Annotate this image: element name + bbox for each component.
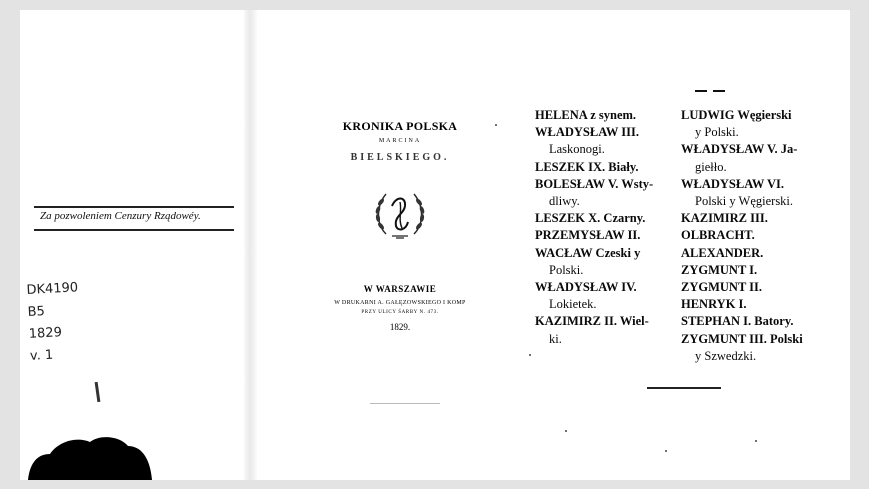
scan-speck [665,450,667,452]
ruler-entry: HELENA z synem. [535,108,637,122]
ruler-entry: LESZEK X. Czarny. [535,211,646,226]
ruler-entry: OLBRACHT. [681,228,755,243]
author-name: BIELSKIEGO. [350,152,450,163]
ruler-entry: WŁADYSŁAW VI. Polski y Węgierski. [681,176,794,209]
wreath-monogram-icon [372,186,428,246]
ruler-entry: HENRYK I. [681,297,747,312]
ruler-entry: ZYGMUNT III. Polski y Szwedzki. [681,331,803,363]
ruler-entry: WŁADYSŁAW IV. Lokietek. [535,280,637,312]
scan-speck [565,430,567,432]
scan-speck [755,440,757,442]
ruler-entry: WACŁAW Czeski y Polski. [535,245,641,277]
scan-speck [495,124,497,126]
imprint-printer: W DRUKARNI A. GAŁĘZOWSKIEGO I KOMP [334,300,466,306]
imprint-address: PRZY ULICY ŚARBY N. 473. [361,310,439,315]
ruler-entry: LUDWIG Węgierski y Polski. [681,108,792,140]
ruler-entry: KAZIMIRZ III. [681,211,768,226]
title-page [310,10,490,480]
left-page [20,10,250,480]
imprint-city: W WARSZAWIE [363,284,437,294]
call-number-line: DK4190 [26,280,79,298]
scan-frame [20,10,850,480]
ruler-entry: LESZEK IX. Biały. [535,159,639,174]
list-bottom-rule [647,387,721,389]
ink-mark [95,382,101,402]
rulers-list-page [525,10,850,480]
censorship-note: Za pozwoleniem Cenzury Rządowéy. [40,210,201,222]
call-number-line: 1829 [28,325,63,342]
call-number-line: B5 [27,304,46,320]
rulers-right-column [681,107,850,365]
ruler-entry: PRZEMYSŁAW II. [535,228,641,243]
imprint-year: 1829. [389,322,411,332]
title-page-rule [370,403,440,404]
handwritten-call-number [26,277,82,368]
censor-top-rule [34,206,234,208]
censor-bottom-rule [34,229,234,231]
ruler-entry: BOLESŁAW V. Wsty- dliwy. [535,176,654,209]
book-gutter [244,10,258,480]
ruler-entry: KAZIMIRZ II. Wiel- ki. [535,314,649,346]
top-dash-marks [695,90,731,100]
ruler-entry: ZYGMUNT II. [681,280,763,295]
ruler-entry: ZYGMUNT I. [681,262,758,277]
call-number-line: v. 1 [29,347,54,364]
book-title: KRONIKA POLSKA [342,119,458,133]
ink-blot [28,432,158,480]
scan-speck [529,354,531,356]
ruler-entry: WŁADYSŁAW III. Laskonogi. [535,125,639,157]
ruler-entry: STEPHAN I. Batory. [681,314,794,329]
ruler-entry: WŁADYSŁAW V. Ja- giełło. [681,142,798,174]
rulers-left-column [535,107,685,348]
ruler-entry: ALEXANDER. [681,245,764,260]
book-subtitle: MARCINA [378,138,422,144]
